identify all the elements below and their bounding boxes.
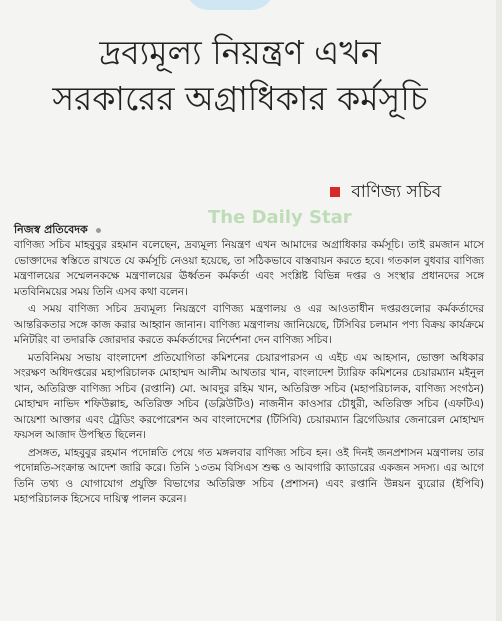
paragraph: এ সময় বাণিজ্য সচিব দ্রব্যমূল্য নিয়ন্ত্রণে বাণিজ্য মন্ত্রণালয় ও এর আওতাধীন দপ্তরগুলোর কর্মকর্তাদের আন্তরিকতার সঙ্গে কাজ করার আহ্বান জানান। বাণিজ্য মন্ত্রণালয় জানিয়েছে, টিসিবির চলমান পণ্য বিক্রয় কার্যক্রমে মনিটরিং বা তদারকি জোরদার করতে কর্মকর্তাদের নির্দেশনা দেন বাণিজ্য সচিব।: [14, 303, 484, 346]
bullet-dot-icon: [96, 228, 101, 233]
watermark: The Daily Star: [208, 207, 352, 228]
paragraph: মতবিনিময় সভায় বাংলাদেশ প্রতিযোগিতা কমিশনের চেয়ারপারসন এ এইচ এম আহসান, ভোক্তা অধিকার সংরক্ষণ অধিদপ্তরের মহাপরিচালক মোহাম্মদ আলীম আখতার খান, বাংলাদেশ ট্যারিফ কমিশনের চেয়ারম্যান মইনুল খান, অতিরিক্ত বাণিজ্য সচিব (রপ্তানি) মো. আবদুর রহিম খান, অতিরিক্ত সচিব (মহাপরিচালক, বাণিজ্য সংগঠন) মোহাম্মদ নাভিদ শফিউল্লাহ, অতিরিক্ত সচিব (ডব্লিউটিও) নাজনীন কাওসার চৌধুরী, অতিরিক্ত সচিব (এফটিএ) আয়েশা আক্তার এবং ট্রেডিং করপোরেশন অব বাংলাদেশের (টিসিবি) চেয়ারম্যান ব্রিগেডিয়ার জেনারেল মোহাম্মদ ফয়সল আজাদ উপস্থিত ছিলেন।: [14, 351, 484, 441]
red-square-icon: [330, 187, 340, 197]
logo-fragment: [185, 0, 275, 10]
byline: [330, 182, 441, 202]
byline-text: বাণিজ্য সচিব: [351, 182, 442, 202]
reporter-name: নিজস্ব প্রতিবেদক: [14, 223, 88, 236]
article-body: [14, 238, 484, 510]
paragraph: বাণিজ্য সচিব মাহবুবুর রহমান বলেছেন, দ্রব্যমূল্য নিয়ন্ত্রণ এখন আমাদের অগ্রাধিকার কর্মসূচি। তাই রমজান মাসে ভোক্তাদের স্বস্তিতে রাখতে যে কর্মসূচি নেওয়া হয়েছে, তা সঠিকভাবে বাস্তবায়ন করতে হবে। গতকাল বুধবার বাণিজ্য মন্ত্রণালয়ের সম্মেলনকক্ষে মন্ত্রণালয়ের ঊর্ধ্বতন কর্মকর্তা এবং সংশ্লিষ্ট বিভিন্ন দপ্তর ও সংস্থার প্রধানদের সঙ্গে মতবিনিময়ের সময় তিনি এসব কথা বলেন।: [14, 239, 484, 298]
clipping-top-edge: [0, 0, 502, 14]
headline: দ্রব্যমূল্য নিয়ন্ত্রণ এখন সরকারের অগ্রাধিকার কর্মসূচি: [52, 33, 428, 118]
page-edge: [496, 0, 502, 621]
paragraph: প্রসঙ্গত, মাহবুবুর রহমান পদোন্নতি পেয়ে গত মঙ্গলবার বাণিজ্য সচিব হন। ওই দিনই জনপ্রশাসন মন্ত্রণালয় তার পদোন্নতি-সংক্রান্ত আদেশ জারি করে। তিনি ১৩তম বিসিএস শুল্ক ও আবগারি ক্যাডারের একজন সদস্য। এর আগে তিনি তথ্য ও যোগাযোগ প্রযুক্তি বিভাগের অতিরিক্ত সচিব (প্রশাসন) এবং রপ্তানি উন্নয়ন ব্যুরোর (ইপিবি) মহাপরিচালক হিসেবে দায়িত্ব পালন করেন।: [14, 446, 484, 505]
